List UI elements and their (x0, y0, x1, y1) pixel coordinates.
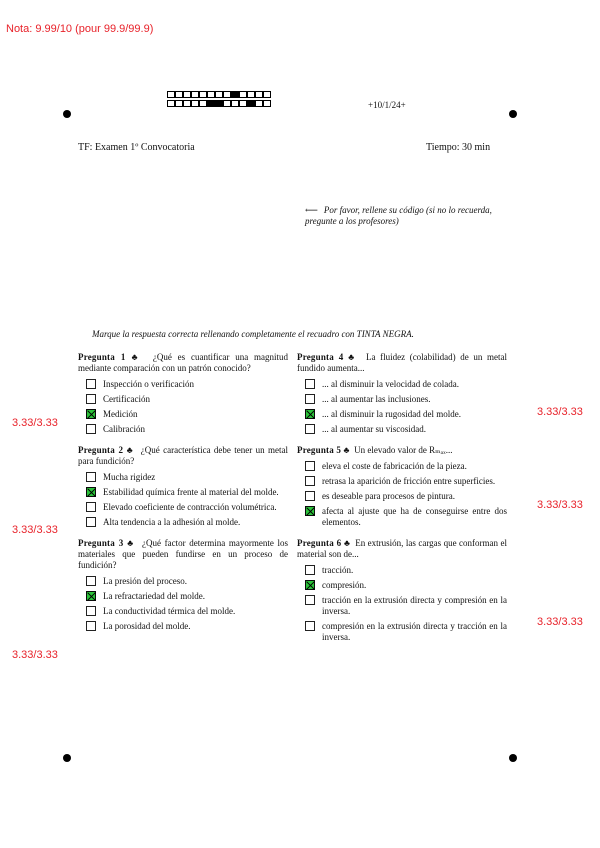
instructions: Marque la respuesta correcta rellenando completamente el recuadro con TINTA NEGRA. (92, 329, 414, 339)
question-text: ¿Qué es cuantificar una magnitud mediante comparación con un patrón conocido? (78, 352, 289, 373)
answer-option[interactable] (86, 576, 288, 587)
answer-option-text: afecta al ajuste que ha de conseguirse entre dos elementos. (322, 506, 507, 527)
checkbox[interactable] (305, 394, 315, 404)
code-cell[interactable] (175, 91, 183, 98)
checkbox[interactable] (86, 517, 96, 527)
checkbox[interactable] (86, 621, 96, 631)
code-cell[interactable] (247, 100, 255, 107)
code-cell[interactable] (183, 100, 191, 107)
checked-checkbox[interactable] (305, 409, 315, 419)
answer-option-text: retrasa la aparición de fricción entre superficies. (322, 476, 496, 486)
grade-note: Nota: 9.99/10 (pour 99.9/99.9) (6, 23, 154, 35)
answer-option-text: La conductividad térmica del molde. (103, 606, 236, 616)
answer-option[interactable] (305, 379, 507, 390)
checkbox[interactable] (86, 472, 96, 482)
question-label: Pregunta 6 ♣ (297, 538, 351, 548)
answer-option[interactable] (86, 517, 288, 528)
question-4 (297, 352, 507, 435)
checked-checkbox[interactable] (86, 591, 96, 601)
answer-option[interactable] (86, 621, 288, 632)
answer-option[interactable] (305, 595, 507, 617)
checkbox[interactable] (86, 394, 96, 404)
checkbox[interactable] (86, 424, 96, 434)
registration-mark-top-right (509, 110, 517, 118)
code-grid-row-1 (167, 91, 271, 99)
question-header (297, 352, 507, 374)
question-text: Un elevado valor de Rₘₐₓ... (354, 445, 453, 455)
question-5 (297, 445, 507, 528)
checkbox[interactable] (86, 606, 96, 616)
score-q4: 3.33/3.33 (537, 406, 583, 418)
score-q6: 3.33/3.33 (537, 616, 583, 628)
question-header (78, 538, 288, 571)
answer-option-text: Inspección o verificación (103, 379, 194, 389)
code-cell[interactable] (207, 100, 215, 107)
code-cell[interactable] (191, 100, 199, 107)
answer-option-text: ... al disminuir la rugosidad del molde. (322, 409, 461, 419)
question-6 (297, 538, 507, 643)
question-header (78, 352, 288, 374)
checkbox[interactable] (305, 424, 315, 434)
answer-option-text: compresión en la extrusión directa y tracción en la inversa. (322, 621, 507, 642)
question-header (78, 445, 288, 467)
code-cell[interactable] (223, 100, 231, 107)
answer-option-text: es deseable para procesos de pintura. (322, 491, 455, 501)
question-label: Pregunta 3 ♣ (78, 538, 135, 548)
code-cell[interactable] (247, 91, 255, 98)
answer-option-text: Elevado coeficiente de contracción volumétrica. (103, 502, 277, 512)
answer-option-text: eleva el coste de fabricación de la pieza. (322, 461, 467, 471)
answer-option[interactable] (305, 565, 507, 576)
answer-option[interactable] (86, 606, 288, 617)
answer-option-text: Certificación (103, 394, 150, 404)
code-cell[interactable] (215, 100, 223, 107)
code-cell[interactable] (183, 91, 191, 98)
checkbox[interactable] (305, 379, 315, 389)
question-text: En extrusión, las cargas que conforman el material son de... (297, 538, 507, 559)
score-q1: 3.33/3.33 (12, 417, 58, 429)
answer-option[interactable] (86, 591, 288, 602)
answer-option-text: Calibración (103, 424, 145, 434)
code-cell[interactable] (215, 91, 223, 98)
question-2 (78, 445, 288, 528)
answer-option[interactable] (86, 502, 288, 513)
answer-option-text: Alta tendencia a la adhesión al molde. (103, 517, 241, 527)
question-text: ¿Qué característica debe tener un metal para fundición? (78, 445, 289, 466)
answer-option-text: tracción en la extrusión directa y compresión en la inversa. (322, 595, 507, 616)
answer-option[interactable] (86, 409, 288, 420)
answer-option[interactable] (86, 424, 288, 435)
answer-option-text: La presión del proceso. (103, 576, 187, 586)
checked-checkbox[interactable] (86, 487, 96, 497)
answer-option[interactable] (305, 424, 507, 435)
code-cell[interactable] (263, 100, 271, 107)
checkbox[interactable] (305, 595, 315, 605)
score-q3: 3.33/3.33 (12, 649, 58, 661)
checked-checkbox[interactable] (86, 409, 96, 419)
registration-mark-bottom-left (63, 754, 71, 762)
question-text: ¿Qué factor determina mayormente los materiales que pueden fundirse en un proceso de fundición? (78, 538, 289, 570)
code-cell[interactable] (255, 100, 263, 107)
checkbox[interactable] (305, 476, 315, 486)
answer-option[interactable] (86, 379, 288, 390)
answer-option[interactable] (305, 476, 507, 487)
code-cell[interactable] (231, 91, 239, 98)
code-cell[interactable] (207, 91, 215, 98)
question-header (297, 445, 507, 456)
exam-title: TF: Examen 1º Convocatoria (78, 142, 195, 153)
code-cell[interactable] (255, 91, 263, 98)
code-grid-row-2 (167, 100, 271, 108)
checkbox[interactable] (86, 576, 96, 586)
code-cell[interactable] (199, 100, 207, 107)
code-cell[interactable] (167, 91, 175, 98)
score-q2: 3.33/3.33 (12, 524, 58, 536)
checkbox[interactable] (305, 461, 315, 471)
code-cell[interactable] (263, 91, 271, 98)
question-label: Pregunta 2 ♣ (78, 445, 134, 455)
left-arrow-icon: ⟵ (305, 205, 318, 215)
answer-option-text: ... al aumentar su viscosidad. (322, 424, 426, 434)
barcode-label: +10/1/24+ (368, 100, 406, 110)
code-cell[interactable] (239, 91, 247, 98)
code-cell[interactable] (191, 91, 199, 98)
exam-time: Tiempo: 30 min (426, 142, 491, 153)
code-cell[interactable] (223, 91, 231, 98)
answer-option[interactable] (305, 409, 507, 420)
answer-option[interactable] (305, 394, 507, 405)
answer-option[interactable] (305, 491, 507, 502)
code-note (305, 205, 495, 227)
question-header (297, 538, 507, 560)
question-label: Pregunta 5 ♣ (297, 445, 350, 455)
answer-option[interactable] (305, 506, 507, 528)
question-text: La fluidez (colabilidad) de un metal fundido aumenta... (297, 352, 508, 373)
answer-option[interactable] (305, 621, 507, 643)
code-grid (167, 91, 271, 109)
code-note-text: Por favor, rellene su código (si no lo recuerda, pregunte a los profesores) (305, 205, 492, 226)
answer-option[interactable] (86, 394, 288, 405)
answer-option[interactable] (305, 461, 507, 472)
code-cell[interactable] (175, 100, 183, 107)
checkbox[interactable] (305, 491, 315, 501)
question-3 (78, 538, 288, 632)
answer-option-text: La refractariedad del molde. (103, 591, 205, 601)
score-q5: 3.33/3.33 (537, 499, 583, 511)
answer-option-text: Estabilidad química frente al material del molde. (103, 487, 279, 497)
answer-option[interactable] (86, 487, 288, 498)
answer-option[interactable] (86, 472, 288, 483)
answer-option-text: Medición (103, 409, 138, 419)
question-label: Pregunta 1 ♣ (78, 352, 142, 362)
code-cell[interactable] (167, 100, 175, 107)
questions-right-column (297, 352, 507, 653)
answer-option-text: Mucha rigidez (103, 472, 156, 482)
code-cell[interactable] (239, 100, 247, 107)
answer-option-text: tracción. (322, 565, 354, 575)
checked-checkbox[interactable] (305, 506, 315, 516)
questions-left-column (78, 352, 288, 642)
registration-mark-top-left (63, 110, 71, 118)
answer-option[interactable] (305, 580, 507, 591)
answer-option-text: ... al aumentar las inclusiones. (322, 394, 431, 404)
answer-option-text: La porosidad del molde. (103, 621, 191, 631)
code-cell[interactable] (199, 91, 207, 98)
checkbox[interactable] (305, 621, 315, 631)
registration-mark-bottom-right (509, 754, 517, 762)
checked-checkbox[interactable] (305, 580, 315, 590)
question-label: Pregunta 4 ♣ (297, 352, 357, 362)
question-1 (78, 352, 288, 435)
code-cell[interactable] (231, 100, 239, 107)
answer-option-text: compresión. (322, 580, 367, 590)
answer-option-text: ... al disminuir la velocidad de colada. (322, 379, 459, 389)
checkbox[interactable] (86, 379, 96, 389)
checkbox[interactable] (305, 565, 315, 575)
checkbox[interactable] (86, 502, 96, 512)
